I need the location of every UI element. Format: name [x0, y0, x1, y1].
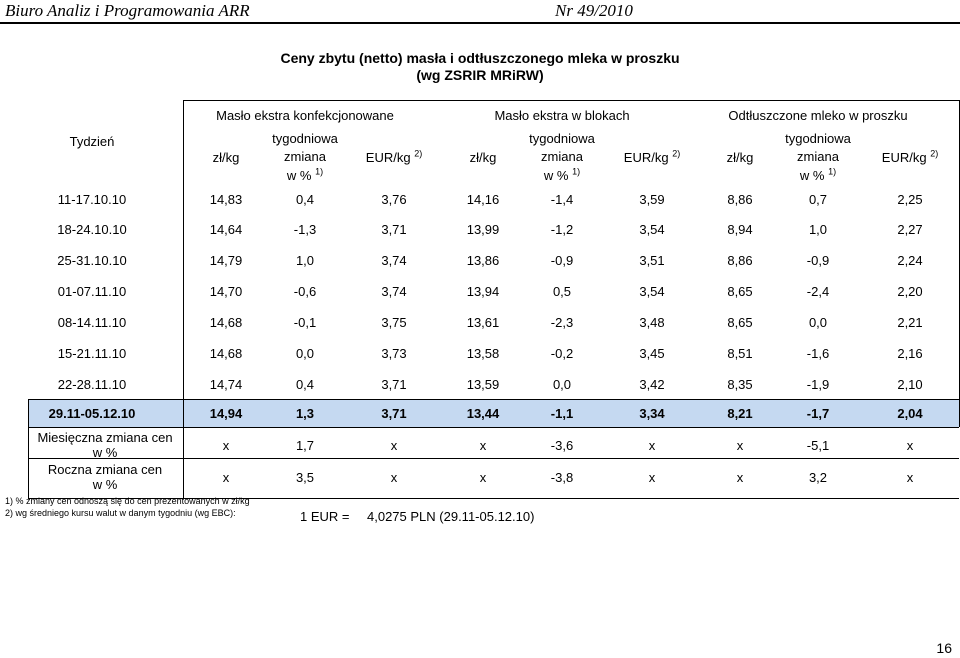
row-value: 0,4	[295, 192, 315, 207]
row-value: 2,10	[897, 377, 923, 392]
row-value: 13,44	[466, 406, 500, 421]
row-value: -1,3	[293, 222, 317, 237]
row-value: 3,73	[381, 346, 407, 361]
row-value: 3,54	[639, 222, 665, 237]
row-value: 8,51	[727, 346, 753, 361]
zl-header: zł/kg	[212, 150, 240, 165]
row-value: -0,2	[550, 346, 574, 361]
row-value: 1,0	[295, 253, 315, 268]
zl-header: zł/kg	[726, 150, 754, 165]
group-header: Masło ekstra konfekcjonowane	[216, 108, 394, 123]
monthly-change-label-l2: w %	[92, 445, 118, 460]
row-value: 8,65	[727, 315, 753, 330]
monthly-change-value: x	[390, 438, 398, 453]
change-header-l1: tygodniowa	[272, 131, 338, 146]
yearly-change-label-l1: Roczna zmiana cen	[47, 462, 163, 477]
row-value: 8,35	[727, 377, 753, 392]
row-value: 3,74	[381, 253, 407, 268]
change-header-l1: tygodniowa	[785, 131, 851, 146]
monthly-change-value: x	[736, 438, 744, 453]
yearly-change-value: x	[390, 470, 398, 485]
page-header	[0, 0, 960, 24]
row-value: 3,59	[639, 192, 665, 207]
row-value: 13,99	[466, 222, 500, 237]
row-value: 2,27	[897, 222, 923, 237]
row-value: -2,3	[550, 315, 574, 330]
row-value: 13,94	[466, 284, 500, 299]
yearly-change-value: x	[736, 470, 744, 485]
change-header-l3: w % $^{1)}$	[543, 166, 581, 183]
yearly-change-value: -3,8	[550, 470, 574, 485]
page-number: 16	[936, 640, 952, 656]
row-value: 0,0	[552, 377, 572, 392]
row-value: 14,83	[209, 192, 243, 207]
week-header: Tydzień	[69, 134, 115, 149]
summary-left-border	[28, 427, 29, 498]
yearly-change-label-l2: w %	[92, 477, 118, 492]
group-header: Masło ekstra w blokach	[494, 108, 630, 123]
row-value: 3,51	[639, 253, 665, 268]
change-header-l1: tygodniowa	[529, 131, 595, 146]
footnote-2: 2) wg średniego kursu walut w danym tygodniu (wg EBC):	[5, 508, 236, 518]
row-value: 0,0	[295, 346, 315, 361]
header-top-line	[183, 100, 959, 101]
row-value: 13,58	[466, 346, 500, 361]
page-title: Ceny zbytu (netto) masła i odtłuszczonego mleka w proszku	[280, 50, 680, 66]
row-value: 14,79	[209, 253, 243, 268]
row-week: 15-21.11.10	[57, 346, 127, 361]
row-value: -1,9	[806, 377, 830, 392]
row-value: 8,65	[727, 284, 753, 299]
change-header-l3: w % $^{1)}$	[799, 166, 837, 183]
row-value: 13,86	[466, 253, 500, 268]
row-value: 2,25	[897, 192, 923, 207]
monthly-change-value: x	[222, 438, 230, 453]
row-value: 1,0	[808, 222, 828, 237]
row-value: 3,75	[381, 315, 407, 330]
header-org: Biuro Analiz i Programowania ARR	[5, 1, 250, 20]
row-value: 2,21	[897, 315, 923, 330]
row-value: 14,68	[209, 315, 243, 330]
row-value: 0,4	[295, 377, 315, 392]
row-week: 22-28.11.10	[57, 377, 127, 392]
monthly-change-value: -5,1	[806, 438, 830, 453]
row-value: 14,70	[209, 284, 243, 299]
row-value: 8,86	[727, 253, 753, 268]
row-value: 14,16	[466, 192, 500, 207]
change-header-l2: zmiana	[284, 149, 326, 164]
row-value: -1,4	[550, 192, 574, 207]
row-value: 3,71	[381, 406, 407, 421]
row-value: 3,48	[639, 315, 665, 330]
monthly-change-value: 1,7	[295, 438, 315, 453]
eur-header: EUR/kg $^{2)}$	[881, 148, 939, 165]
row-value: 3,54	[639, 284, 665, 299]
yearly-change-value: x	[648, 470, 656, 485]
eur-rate: 4,0275 PLN (29.11-05.12.10)	[367, 509, 535, 524]
monthly-change-value: x	[906, 438, 914, 453]
row-value: 3,34	[639, 406, 665, 421]
row-value: -1,6	[806, 346, 830, 361]
row-value: 8,94	[727, 222, 753, 237]
row-value: 3,71	[381, 377, 407, 392]
page-subtitle: (wg ZSRIR MRiRW)	[416, 67, 544, 83]
row-value: -1,7	[806, 406, 830, 421]
row-value: 3,71	[381, 222, 407, 237]
row-value: 14,68	[209, 346, 243, 361]
yearly-change-value: 3,2	[808, 470, 828, 485]
header-rule	[0, 22, 960, 24]
summary-inner-border	[183, 427, 184, 498]
row-value: 0,5	[552, 284, 572, 299]
footnote-1: 1) % zmiany cen odnoszą się do cen prezentowanych w zł/kg	[5, 496, 250, 506]
row-week: 11-17.10.10	[57, 192, 127, 207]
row-value: 14,74	[209, 377, 243, 392]
row-week: 18-24.10.10	[57, 222, 127, 237]
row-value: 3,74	[381, 284, 407, 299]
row-value: 2,20	[897, 284, 923, 299]
row-value: 8,86	[727, 192, 753, 207]
row-value: -1,2	[550, 222, 574, 237]
highlight-bottom-line	[28, 427, 959, 428]
monthly-change-value: x	[479, 438, 487, 453]
zl-header: zł/kg	[469, 150, 497, 165]
group-header: Odtłuszczone mleko w proszku	[728, 108, 908, 123]
row-value: 0,0	[808, 315, 828, 330]
row-value: -0,9	[550, 253, 574, 268]
row-value: -1,1	[550, 406, 574, 421]
row-value: -0,9	[806, 253, 830, 268]
row-value: 3,76	[381, 192, 407, 207]
change-header-l2: zmiana	[797, 149, 839, 164]
row-value: 14,64	[209, 222, 243, 237]
yearly-change-value: 3,5	[295, 470, 315, 485]
monthly-change-value: -3,6	[550, 438, 574, 453]
eur-header: EUR/kg $^{2)}$	[365, 148, 423, 165]
row-value: 1,3	[295, 406, 315, 421]
monthly-change-label-l1: Miesięczna zmiana cen	[37, 430, 173, 445]
row-value: -2,4	[806, 284, 830, 299]
monthly-change-value: x	[648, 438, 656, 453]
row-week: 25-31.10.10	[57, 253, 127, 268]
row-week: 08-14.11.10	[57, 315, 127, 330]
row-value: 3,42	[639, 377, 665, 392]
yearly-change-value: x	[906, 470, 914, 485]
row-week: 29.11-05.12.10	[48, 406, 136, 421]
row-value: 14,94	[209, 406, 243, 421]
change-header-l2: zmiana	[541, 149, 583, 164]
yearly-change-value: x	[222, 470, 230, 485]
row-value: 0,7	[808, 192, 828, 207]
row-value: 8,21	[727, 406, 753, 421]
row-week: 01-07.11.10	[57, 284, 127, 299]
row-value: 2,24	[897, 253, 923, 268]
row-value: -0,1	[293, 315, 317, 330]
row-value: 2,04	[897, 406, 923, 421]
eur-label: 1 EUR =	[300, 509, 350, 524]
eur-header: EUR/kg $^{2)}$	[623, 148, 681, 165]
row-value: 13,61	[466, 315, 500, 330]
highlight-top-line	[28, 399, 959, 400]
row-value: 3,45	[639, 346, 665, 361]
row-value: 13,59	[466, 377, 500, 392]
change-header-l3: w % $^{1)}$	[286, 166, 324, 183]
yearly-change-value: x	[479, 470, 487, 485]
row-value: 2,16	[897, 346, 923, 361]
row-value: -0,6	[293, 284, 317, 299]
header-issue: Nr 49/2010	[555, 1, 633, 20]
